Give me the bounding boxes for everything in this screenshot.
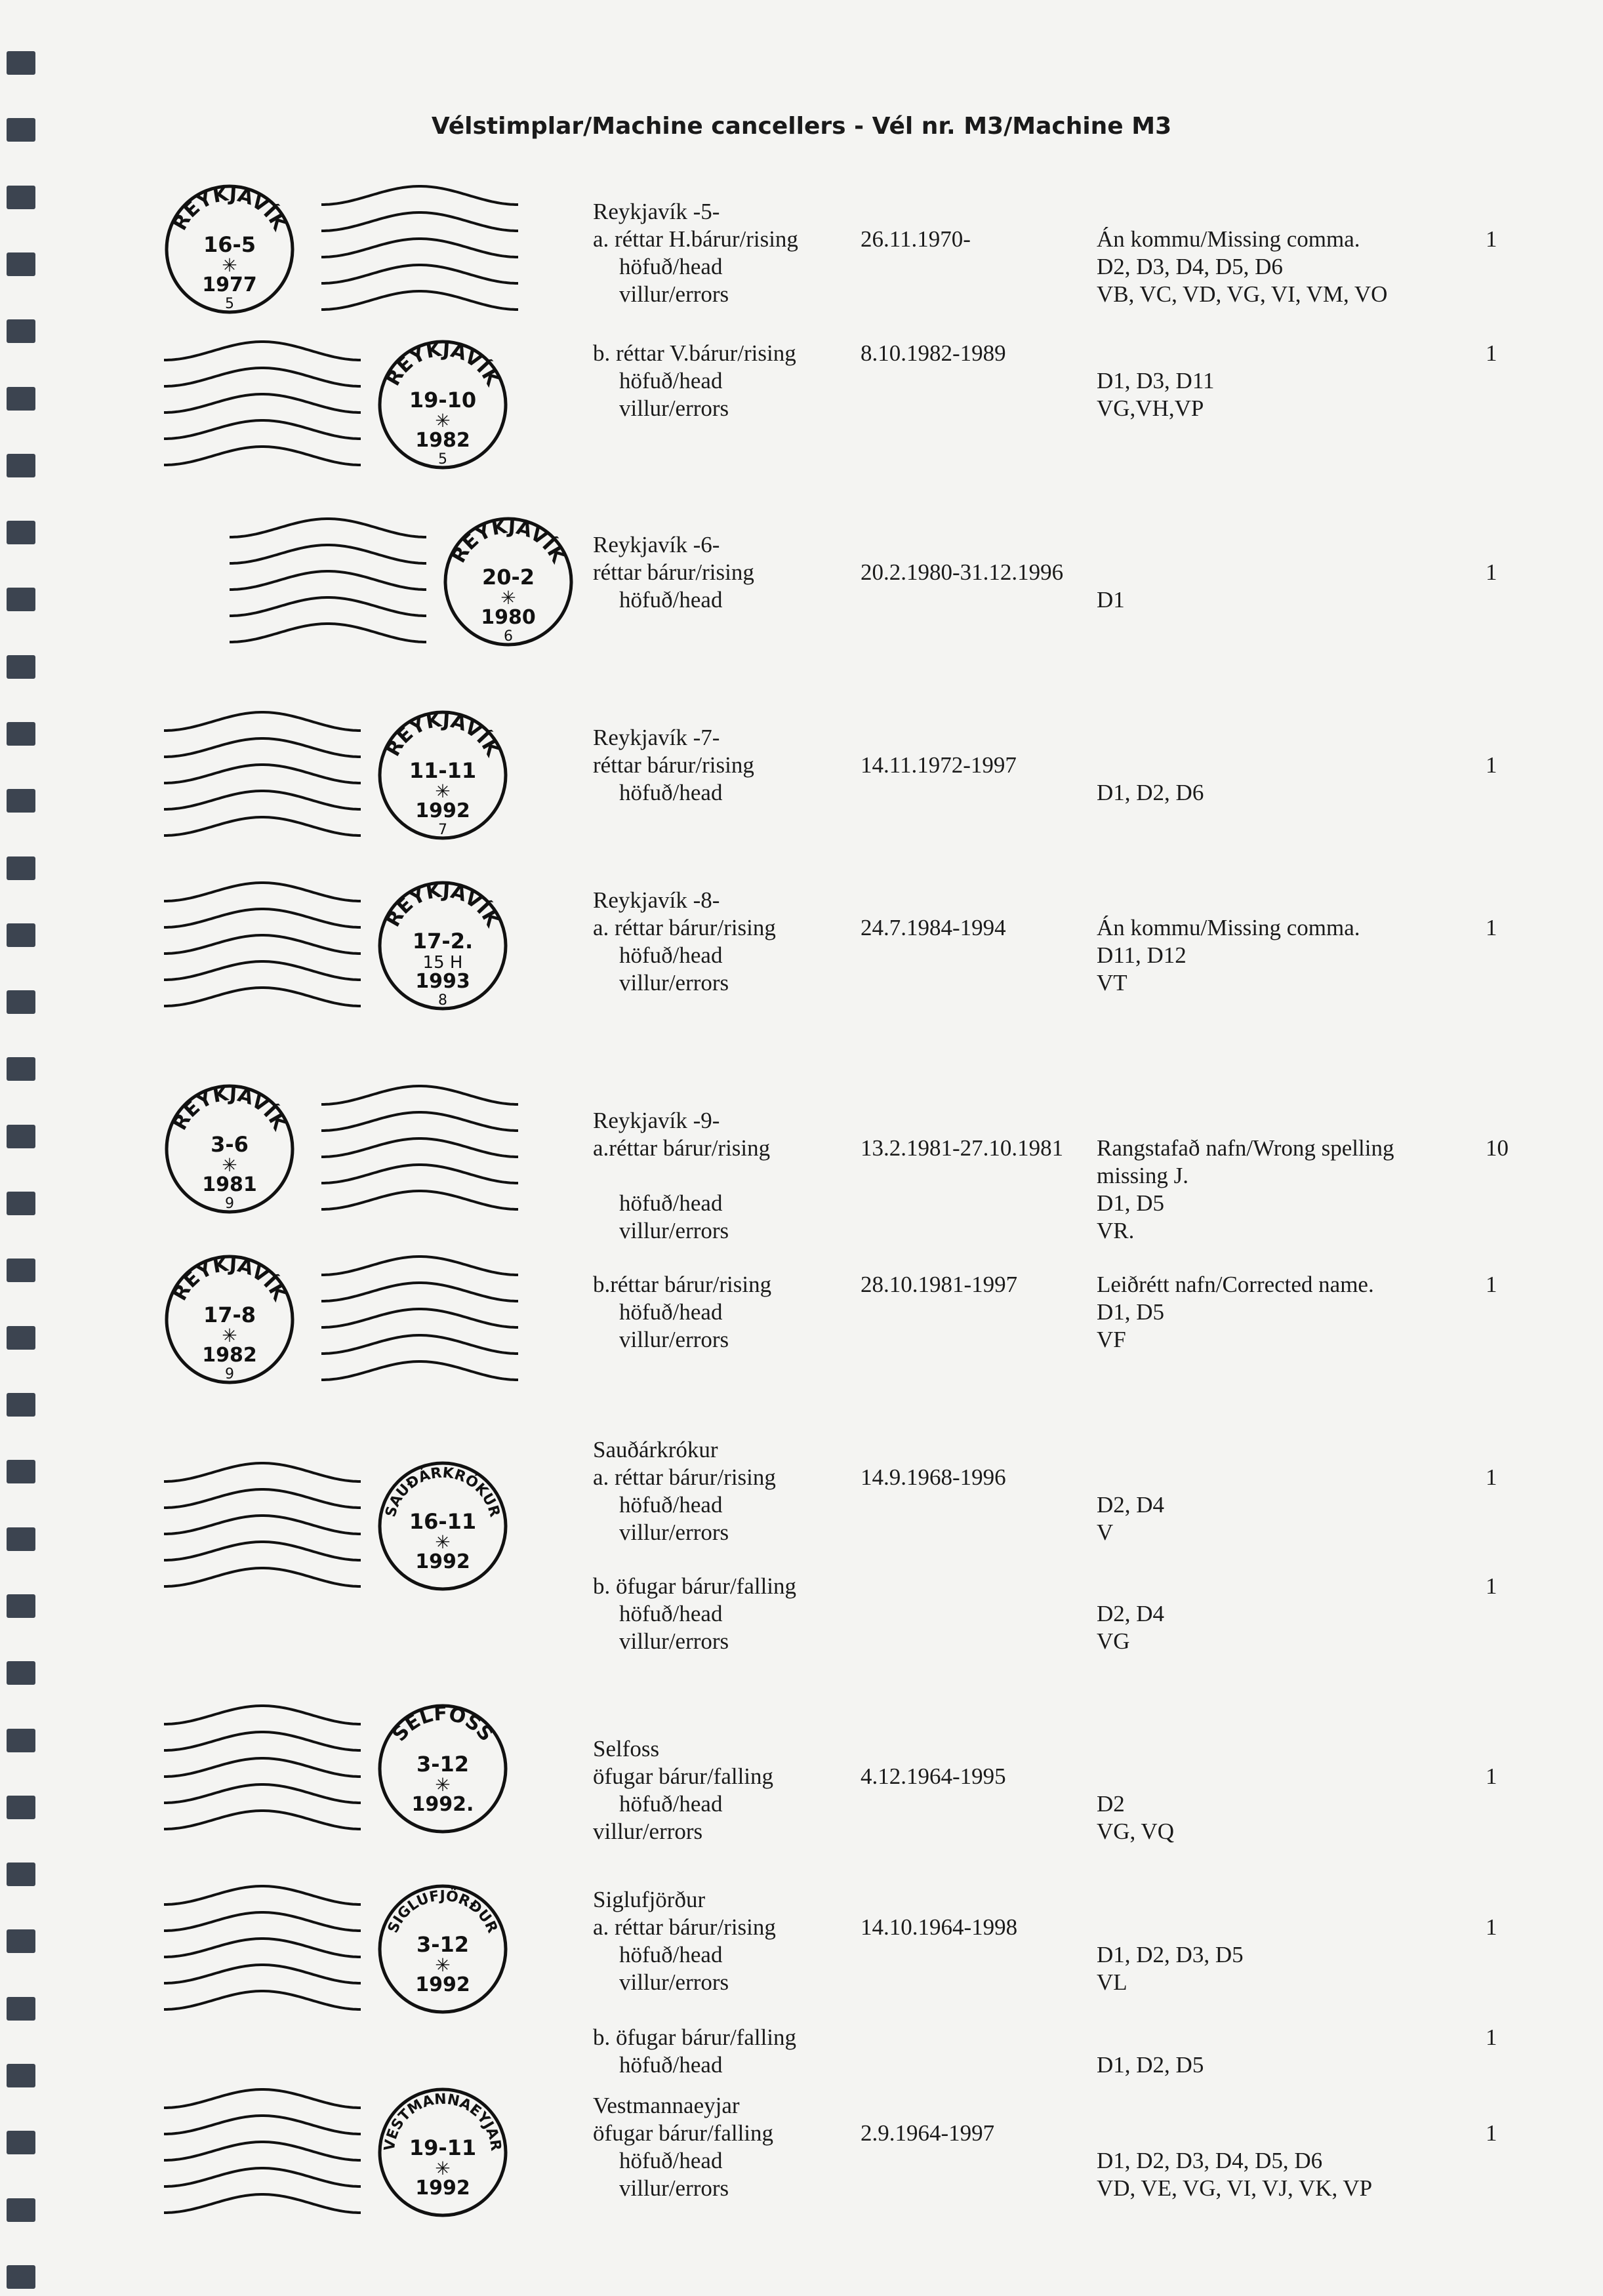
binding-hole bbox=[7, 789, 35, 813]
entry-variant: réttar bárur/rising bbox=[593, 559, 754, 585]
postmark-place-path: SIGLUFJÖRÐUR bbox=[384, 1887, 501, 1936]
binding-hole bbox=[7, 319, 35, 343]
entry-value: 1 bbox=[1486, 1914, 1497, 1940]
binding-hole bbox=[7, 1796, 35, 1819]
entry-head-label: höfuð/head bbox=[619, 1492, 723, 1518]
entry-place: Reykjavík -6- bbox=[593, 532, 720, 557]
entry-value: 1 bbox=[1486, 752, 1497, 778]
postmark-date: 3-12 bbox=[416, 1752, 470, 1777]
wave-line bbox=[164, 447, 361, 465]
postmark-siglufjordur bbox=[157, 1876, 544, 2026]
wave-line bbox=[164, 1758, 361, 1777]
entry-errors-types: VB, VC, VD, VG, VI, VM, VO bbox=[1097, 281, 1388, 307]
postmark-reykjavik-9-b bbox=[164, 1246, 551, 1397]
postmark-year: 1992 bbox=[415, 1973, 470, 1996]
wave-line bbox=[164, 1463, 361, 1481]
entry-dates: 14.9.1968-1996 bbox=[861, 1464, 1006, 1490]
binding-hole bbox=[7, 1997, 35, 2021]
postmark-time: 15 H bbox=[422, 953, 463, 973]
entry-dates: 13.2.1981-27.10.1981 bbox=[861, 1135, 1064, 1161]
postmark-year: 1982 bbox=[415, 429, 470, 452]
postmark-star-icon: ✳ bbox=[222, 254, 237, 276]
entry-place: Siglufjörður bbox=[593, 1887, 706, 1912]
wave-line bbox=[164, 817, 361, 836]
postmark-place bbox=[169, 1253, 292, 1306]
postmark-drawing bbox=[157, 2079, 544, 2230]
wave-line bbox=[164, 712, 361, 731]
binding-hole bbox=[7, 2064, 35, 2087]
entry-variant: b.réttar bárur/rising bbox=[593, 1272, 772, 1297]
binding-hole bbox=[7, 655, 35, 679]
wave-line bbox=[164, 1489, 361, 1508]
entry-head-label: höfuð/head bbox=[619, 254, 723, 279]
entry-place: Reykjavík -7- bbox=[593, 725, 720, 750]
entry-head-types: D1, D5 bbox=[1097, 1299, 1165, 1325]
entry-variant: a. réttar bárur/rising bbox=[593, 1464, 776, 1490]
entry-place: Reykjavík -9- bbox=[593, 1108, 720, 1133]
postmark-reykjavik-6 bbox=[223, 508, 610, 659]
postmark-star-icon: ✳ bbox=[500, 587, 516, 609]
postmark-drawing bbox=[164, 176, 551, 327]
entry-errors-types: VT bbox=[1097, 970, 1127, 996]
entry-dates: 8.10.1982-1989 bbox=[861, 340, 1006, 366]
postmark-date: 17-2. bbox=[412, 929, 474, 954]
wave-line bbox=[164, 1965, 361, 1983]
entry-head-types: D1, D3, D11 bbox=[1097, 368, 1215, 393]
entry-errors-types: VG,VH,VP bbox=[1097, 395, 1204, 421]
binding-hole bbox=[7, 1326, 35, 1350]
entry-dates: 4.12.1964-1995 bbox=[861, 1763, 1006, 1789]
binding-hole bbox=[7, 252, 35, 276]
wave-line bbox=[164, 1886, 361, 1904]
entry-errors-types: VG bbox=[1097, 1628, 1130, 1654]
entry-place: Reykjavík -5- bbox=[593, 199, 720, 224]
wave-line bbox=[164, 961, 361, 980]
binding-hole bbox=[7, 1527, 35, 1551]
wave-line bbox=[321, 1257, 518, 1275]
wave-line bbox=[321, 1309, 518, 1327]
postmark-star-icon: ✳ bbox=[222, 1325, 237, 1346]
postmark-place bbox=[382, 338, 505, 391]
entry-note: Rangstafað nafn/Wrong spelling bbox=[1097, 1135, 1394, 1161]
postmark-place-path: REYKJAVÍK bbox=[381, 338, 504, 390]
postmark-place-path: REYKJAVÍK bbox=[447, 515, 570, 567]
entry-place: Selfoss bbox=[593, 1736, 660, 1762]
postmark-date: 19-10 bbox=[409, 388, 477, 413]
binding-hole bbox=[7, 1393, 35, 1417]
postmark-date: 19-11 bbox=[409, 2135, 477, 2160]
entry-head-types: D2, D4 bbox=[1097, 1492, 1165, 1518]
wave-line bbox=[230, 519, 426, 537]
entry-place: Sauðárkrókur bbox=[593, 1437, 718, 1462]
wave-line bbox=[321, 1112, 518, 1131]
postmark-year: 1981 bbox=[202, 1173, 257, 1196]
wave-line bbox=[164, 2168, 361, 2186]
postmark-drawing bbox=[157, 702, 544, 853]
entry-value: 1 bbox=[1486, 2024, 1497, 2050]
binding-hole bbox=[7, 2265, 35, 2289]
postmark-number: 8 bbox=[438, 992, 447, 1009]
entry-value: 1 bbox=[1486, 559, 1497, 585]
entry-place: Vestmannaeyjar bbox=[593, 2093, 740, 2118]
wave-line bbox=[164, 342, 361, 360]
postmark-date: 3-6 bbox=[211, 1132, 249, 1157]
postmark-date: 11-11 bbox=[409, 758, 477, 783]
postmark-star-icon: ✳ bbox=[435, 1954, 451, 1976]
postmark-place-path: VESTMANNAEYJAR bbox=[381, 2091, 504, 2152]
entry-note: Leiðrétt nafn/Corrected name. bbox=[1097, 1272, 1374, 1297]
postmark-number: 7 bbox=[438, 822, 447, 838]
wave-line bbox=[321, 1138, 518, 1157]
entry-dates: 28.10.1981-1997 bbox=[861, 1272, 1018, 1297]
entry-head-label: höfuð/head bbox=[619, 2148, 723, 2173]
entry-head-label: höfuð/head bbox=[619, 1791, 723, 1817]
postmark-drawing bbox=[164, 1076, 551, 1226]
wave-line bbox=[164, 2194, 361, 2213]
binding-hole bbox=[7, 1259, 35, 1282]
postmark-number: 5 bbox=[438, 451, 447, 468]
entry-head-label: höfuð/head bbox=[619, 1942, 723, 1967]
binding-hole bbox=[7, 722, 35, 746]
entry-value: 1 bbox=[1486, 1763, 1497, 1789]
postmark-reykjavik-5-b bbox=[157, 331, 544, 482]
postmark-year: 1992. bbox=[411, 1793, 474, 1816]
postmark-drawing bbox=[157, 331, 544, 482]
entry-place: Reykjavík -8- bbox=[593, 887, 720, 913]
postmark-star-icon: ✳ bbox=[435, 410, 451, 432]
wave-line bbox=[321, 239, 518, 257]
wave-line bbox=[164, 1706, 361, 1724]
postmark-drawing bbox=[157, 872, 544, 1023]
wave-line bbox=[321, 186, 518, 205]
entry-errors-types: VR. bbox=[1097, 1218, 1135, 1243]
entry-head-types: D1, D2, D3, D4, D5, D6 bbox=[1097, 2148, 1323, 2173]
binding-hole bbox=[7, 1125, 35, 1148]
wave-line bbox=[164, 394, 361, 413]
postmark-year: 1992 bbox=[415, 799, 470, 822]
postmark-place bbox=[169, 182, 292, 235]
postmark-year: 1982 bbox=[202, 1344, 257, 1367]
entry-head-types: D1, D2, D6 bbox=[1097, 780, 1204, 805]
postmark-date: 17-8 bbox=[203, 1302, 256, 1327]
entry-head-label: höfuð/head bbox=[619, 368, 723, 393]
binding-hole bbox=[7, 51, 35, 75]
entry-errors-types: VL bbox=[1097, 1969, 1127, 1995]
wave-line bbox=[321, 265, 518, 283]
wave-line bbox=[321, 212, 518, 231]
entry-head-label: höfuð/head bbox=[619, 780, 723, 805]
postmark-year: 1992 bbox=[415, 2177, 470, 2200]
entry-errors-label: villur/errors bbox=[619, 1969, 729, 1995]
postmark-drawing bbox=[157, 1876, 544, 2026]
entry-dates: 20.2.1980-31.12.1996 bbox=[861, 559, 1064, 585]
wave-line bbox=[164, 1732, 361, 1750]
postmark-place-path: REYKJAVÍK bbox=[381, 879, 504, 931]
entry-variant: öfugar bárur/falling bbox=[593, 1763, 774, 1789]
entry-head-label: höfuð/head bbox=[619, 1299, 723, 1325]
binding-hole bbox=[7, 1594, 35, 1618]
entry-value: 1 bbox=[1486, 915, 1497, 940]
binding-hole bbox=[7, 923, 35, 947]
wave-line bbox=[321, 291, 518, 310]
entry-dates: 24.7.1984-1994 bbox=[861, 915, 1006, 940]
entry-variant: a.réttar bárur/rising bbox=[593, 1135, 771, 1161]
wave-line bbox=[321, 1165, 518, 1183]
postmark-place bbox=[447, 515, 571, 568]
postmark-year: 1992 bbox=[415, 1550, 470, 1573]
entry-variant: öfugar bárur/falling bbox=[593, 2120, 774, 2146]
wave-line bbox=[164, 909, 361, 927]
binding-hole bbox=[7, 454, 35, 477]
entry-value: 10 bbox=[1486, 1135, 1509, 1161]
entry-variant: b. réttar V.bárur/rising bbox=[593, 340, 796, 366]
entry-variant: b. öfugar bárur/falling bbox=[593, 1573, 797, 1599]
wave-line bbox=[164, 2142, 361, 2160]
entry-note: Án kommu/Missing comma. bbox=[1097, 226, 1360, 252]
postmark-number: 6 bbox=[504, 628, 513, 645]
entry-errors-label: villur/errors bbox=[619, 281, 729, 307]
entry-head-types: D11, D12 bbox=[1097, 942, 1187, 968]
entry-errors-types: VD, VE, VG, VI, VJ, VK, VP bbox=[1097, 2175, 1373, 2201]
postmark-place bbox=[382, 708, 505, 761]
wave-line bbox=[321, 1335, 518, 1354]
entry-errors-label: villur/errors bbox=[619, 2175, 729, 2201]
entry-variant: a. réttar bárur/rising bbox=[593, 915, 776, 940]
wave-line bbox=[321, 1361, 518, 1380]
wave-line bbox=[164, 1516, 361, 1534]
postmark-place bbox=[388, 1702, 498, 1746]
wave-line bbox=[230, 545, 426, 563]
binding-hole bbox=[7, 2198, 35, 2222]
postmark-date: 16-5 bbox=[203, 232, 256, 257]
entry-errors-label: villur/errors bbox=[619, 970, 729, 996]
wave-line bbox=[164, 988, 361, 1006]
postmark-vestmannaeyjar bbox=[157, 2079, 544, 2230]
postmark-drawing bbox=[223, 508, 610, 659]
postmark-drawing bbox=[157, 1695, 544, 1846]
entry-errors-label: villur/errors bbox=[593, 1819, 703, 1844]
entry-value: 1 bbox=[1486, 2120, 1497, 2146]
wave-line bbox=[164, 935, 361, 954]
wave-line bbox=[164, 1912, 361, 1931]
entry-errors-types: VG, VQ bbox=[1097, 1819, 1174, 1844]
entry-head-types: D1, D2, D5 bbox=[1097, 2052, 1204, 2078]
entry-head-types: D2, D3, D4, D5, D6 bbox=[1097, 254, 1283, 279]
binding-hole bbox=[7, 521, 35, 544]
postmark-date: 3-12 bbox=[416, 1932, 470, 1957]
postmark-date: 16-11 bbox=[409, 1509, 477, 1534]
entry-note-continued: missing J. bbox=[1097, 1163, 1189, 1188]
postmark-year: 1993 bbox=[415, 970, 470, 993]
postmark-saudarkrokur bbox=[157, 1453, 544, 1603]
wave-line bbox=[164, 1811, 361, 1829]
postmark-selfoss bbox=[157, 1695, 544, 1846]
entry-variant: a. réttar bárur/rising bbox=[593, 1914, 776, 1940]
wave-line bbox=[164, 1542, 361, 1560]
entry-dates: 14.10.1964-1998 bbox=[861, 1914, 1018, 1940]
binding-hole bbox=[7, 856, 35, 880]
binding-hole bbox=[7, 387, 35, 411]
entry-errors-types: V bbox=[1097, 1520, 1114, 1545]
wave-line bbox=[321, 1191, 518, 1209]
postmark-reykjavik-7 bbox=[157, 702, 544, 853]
entry-head-label: höfuð/head bbox=[619, 2052, 723, 2078]
entry-variant: réttar bárur/rising bbox=[593, 752, 754, 778]
wave-line bbox=[230, 597, 426, 616]
postmark-number: 9 bbox=[225, 1366, 234, 1382]
postmark-star-icon: ✳ bbox=[435, 780, 451, 802]
postmark-place bbox=[169, 1082, 292, 1135]
page-title: Vélstimplar/Machine cancellers - Vél nr. M3/Machine M3 bbox=[431, 113, 1172, 140]
wave-line bbox=[164, 1991, 361, 2009]
entry-head-label: höfuð/head bbox=[619, 587, 723, 613]
wave-line bbox=[164, 368, 361, 386]
entry-value: 1 bbox=[1486, 340, 1497, 366]
postmark-star-icon: ✳ bbox=[435, 1531, 451, 1553]
entry-head-types: D1, D5 bbox=[1097, 1190, 1165, 1216]
postmark-number: 5 bbox=[225, 296, 234, 312]
entry-value: 1 bbox=[1486, 1464, 1497, 1490]
entry-head-types: D2 bbox=[1097, 1791, 1125, 1817]
wave-line bbox=[164, 1939, 361, 1957]
binding-hole bbox=[7, 186, 35, 209]
postmark-number: 9 bbox=[225, 1196, 234, 1212]
entry-errors-label: villur/errors bbox=[619, 1327, 729, 1352]
postmark-place bbox=[382, 879, 505, 932]
entry-head-label: höfuð/head bbox=[619, 942, 723, 968]
entry-errors-label: villur/errors bbox=[619, 1218, 729, 1243]
spiral-binding bbox=[5, 0, 37, 2296]
wave-line bbox=[230, 571, 426, 590]
entry-variant: b. öfugar bárur/falling bbox=[593, 2024, 797, 2050]
entry-head-label: höfuð/head bbox=[619, 1601, 723, 1626]
entry-head-types: D1, D2, D3, D5 bbox=[1097, 1942, 1244, 1967]
binding-hole bbox=[7, 1460, 35, 1483]
postmark-place-path: REYKJAVÍK bbox=[168, 1082, 291, 1135]
wave-line bbox=[164, 2116, 361, 2134]
postmark-drawing bbox=[164, 1246, 551, 1397]
postmark-year: 1980 bbox=[481, 606, 536, 629]
binding-hole bbox=[7, 1192, 35, 1215]
postmark-star-icon: ✳ bbox=[222, 1154, 237, 1176]
wave-line bbox=[164, 2089, 361, 2108]
wave-line bbox=[164, 883, 361, 901]
entry-note: Án kommu/Missing comma. bbox=[1097, 915, 1360, 940]
entry-head-types: D1 bbox=[1097, 587, 1125, 613]
wave-line bbox=[164, 1784, 361, 1803]
entry-value: 1 bbox=[1486, 1573, 1497, 1599]
postmark-date: 20-2 bbox=[481, 565, 535, 590]
postmark-place-path: REYKJAVÍK bbox=[168, 1253, 291, 1305]
entry-variant: a. réttar H.bárur/rising bbox=[593, 226, 798, 252]
postmark-year: 1977 bbox=[202, 273, 257, 296]
binding-hole bbox=[7, 2131, 35, 2154]
binding-hole bbox=[7, 1929, 35, 1953]
postmark-drawing bbox=[157, 1453, 544, 1603]
postmark-place bbox=[385, 1887, 500, 1936]
entry-head-label: höfuð/head bbox=[619, 1190, 723, 1216]
entry-errors-types: VF bbox=[1097, 1327, 1126, 1352]
postmark-place-path: SELFOSS bbox=[388, 1702, 498, 1746]
entry-errors-label: villur/errors bbox=[619, 395, 729, 421]
binding-hole bbox=[7, 990, 35, 1014]
wave-line bbox=[230, 624, 426, 642]
wave-line bbox=[164, 738, 361, 757]
entry-dates: 2.9.1964-1997 bbox=[861, 2120, 995, 2146]
entry-errors-label: villur/errors bbox=[619, 1520, 729, 1545]
postmark-place-path: REYKJAVÍK bbox=[168, 182, 291, 235]
entry-dates: 26.11.1970- bbox=[861, 226, 971, 252]
postmark-place-path: SAUÐÁRKRÓKUR bbox=[382, 1464, 503, 1520]
postmark-reykjavik-5-a bbox=[164, 176, 551, 327]
postmark-reykjavik-9-a bbox=[164, 1076, 551, 1226]
binding-hole bbox=[7, 588, 35, 611]
binding-hole bbox=[7, 1729, 35, 1752]
postmark-reykjavik-8 bbox=[157, 872, 544, 1023]
entry-head-types: D2, D4 bbox=[1097, 1601, 1165, 1626]
wave-line bbox=[164, 765, 361, 783]
postmark-place-path: REYKJAVÍK bbox=[381, 708, 504, 761]
binding-hole bbox=[7, 1661, 35, 1685]
entry-value: 1 bbox=[1486, 226, 1497, 252]
entry-errors-label: villur/errors bbox=[619, 1628, 729, 1654]
postmark-star-icon: ✳ bbox=[435, 1774, 451, 1796]
wave-line bbox=[321, 1283, 518, 1301]
binding-hole bbox=[7, 1057, 35, 1081]
entry-value: 1 bbox=[1486, 1272, 1497, 1297]
wave-line bbox=[164, 420, 361, 439]
wave-line bbox=[321, 1086, 518, 1104]
wave-line bbox=[164, 791, 361, 809]
wave-line bbox=[164, 1568, 361, 1586]
postmark-star-icon: ✳ bbox=[435, 2158, 451, 2179]
entry-dates: 14.11.1972-1997 bbox=[861, 752, 1017, 778]
binding-hole bbox=[7, 1863, 35, 1886]
